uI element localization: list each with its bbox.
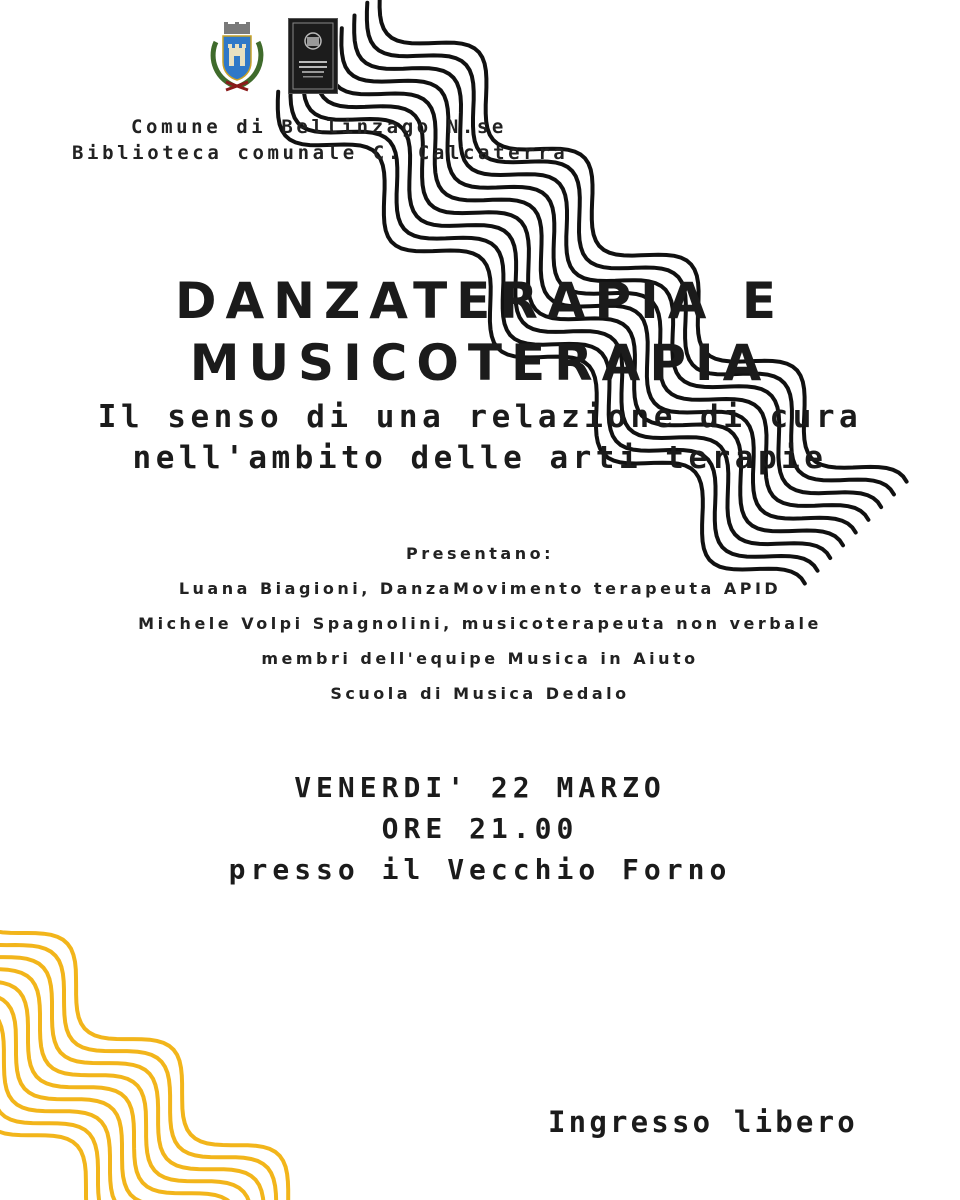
event-date: VENERDI' 22 MARZO	[294, 771, 666, 804]
presenters-label: Presentano:	[406, 544, 554, 563]
presenter-line: membri dell'equipe Musica in Aiuto	[261, 649, 699, 668]
header-org-line-2: Biblioteca comunale C. Calcaterra	[72, 142, 569, 164]
biblioteca-logo-icon	[288, 18, 338, 94]
wave-line	[0, 928, 452, 1200]
event-time: ORE 21.00	[381, 812, 579, 845]
presenter-line: Michele Volpi Spagnolini, musicoterapeuta non verbale	[138, 614, 822, 633]
event-subtitle-line-2: nell'ambito delle arti terapie	[132, 440, 828, 476]
event-title-line-2: MUSICOTERAPIA	[189, 334, 771, 392]
wave-line	[0, 892, 488, 1200]
header-org-line-1: Comune di Bellinzago N.se	[131, 116, 507, 138]
free-entry-note: Ingresso libero	[548, 1105, 858, 1139]
presenter-line: Scuola di Musica Dedalo	[330, 684, 630, 703]
wave-line	[0, 940, 440, 1200]
event-subtitle-line-1: Il senso di una relazione di cura	[97, 399, 863, 435]
event-location: presso il Vecchio Forno	[228, 853, 732, 886]
event-title-line-1: DANZATERAPIA E	[174, 272, 786, 330]
presenter-line: Luana Biagioni, DanzaMovimento terapeuta APID	[178, 579, 782, 598]
wave-line	[0, 880, 500, 1200]
comune-crest-icon	[208, 20, 266, 92]
